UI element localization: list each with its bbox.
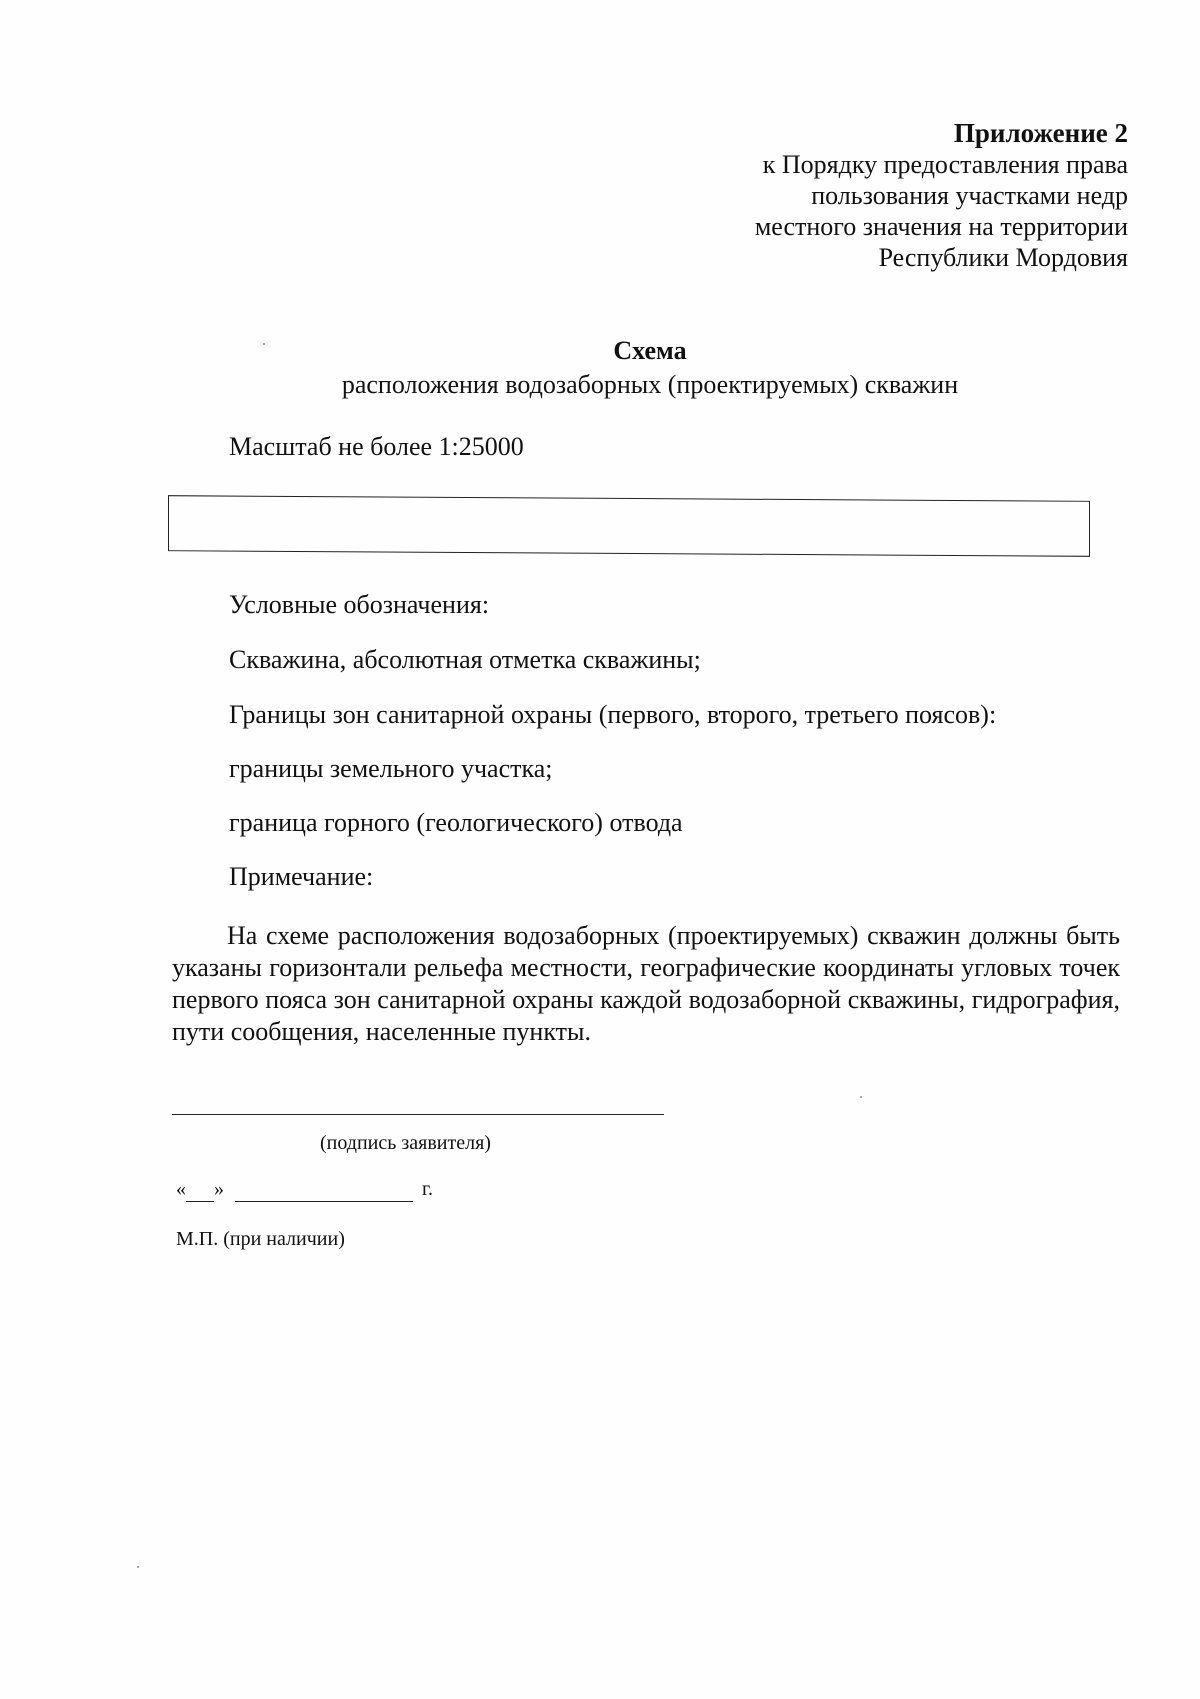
scan-speck bbox=[137, 1566, 139, 1568]
legend-item: Скважина, абсолютная отметка скважины; bbox=[229, 645, 701, 674]
day-blank bbox=[186, 1178, 214, 1202]
document-title: Схема bbox=[613, 336, 687, 365]
appendix-line: пользования участками недр bbox=[811, 181, 1128, 210]
date-year-suffix: г. bbox=[422, 1178, 433, 1200]
legend-title: Условные обозначения: bbox=[229, 590, 490, 619]
appendix-line: к Порядку предоставления права bbox=[762, 150, 1128, 179]
legend-item: Границы зон санитарной охраны (первого, второго, третьего поясов): bbox=[229, 700, 997, 729]
note-title: Примечание: bbox=[229, 862, 374, 891]
document-subtitle: расположения водозаборных (проектируемых) скважин bbox=[341, 370, 959, 399]
legend-item: границы земельного участка; bbox=[229, 754, 553, 783]
appendix-line: Республики Мордовия bbox=[878, 243, 1128, 272]
stamp-note: М.П. (при наличии) bbox=[176, 1228, 345, 1250]
scale-text: Масштаб не более 1:25000 bbox=[229, 432, 524, 461]
scheme-box bbox=[168, 495, 1090, 557]
date-row bbox=[176, 1178, 433, 1202]
appendix-header bbox=[755, 118, 1128, 273]
note-text: На схеме расположения водозаборных (проектируемых) скважин должны быть указаны горизонтали рельефа местности, географические координаты угловых точек первого пояса зон санитарной охраны каждой водозаборной скважины, гидрография, пути сообщения, населенные пункты. bbox=[172, 921, 1120, 1046]
appendix-line: местного значения на территории bbox=[754, 212, 1128, 241]
month-year-blank bbox=[235, 1178, 413, 1202]
scan-speck bbox=[263, 343, 265, 345]
legend-item: граница горного (геологического) отвода bbox=[229, 808, 683, 837]
scan-speck bbox=[860, 1096, 862, 1098]
signature-line bbox=[172, 1114, 664, 1115]
date-close-quote: » bbox=[214, 1178, 224, 1200]
date-open-quote: « bbox=[176, 1178, 186, 1200]
signature-caption: (подпись заявителя) bbox=[320, 1132, 491, 1154]
appendix-title: Приложение 2 bbox=[953, 118, 1128, 148]
